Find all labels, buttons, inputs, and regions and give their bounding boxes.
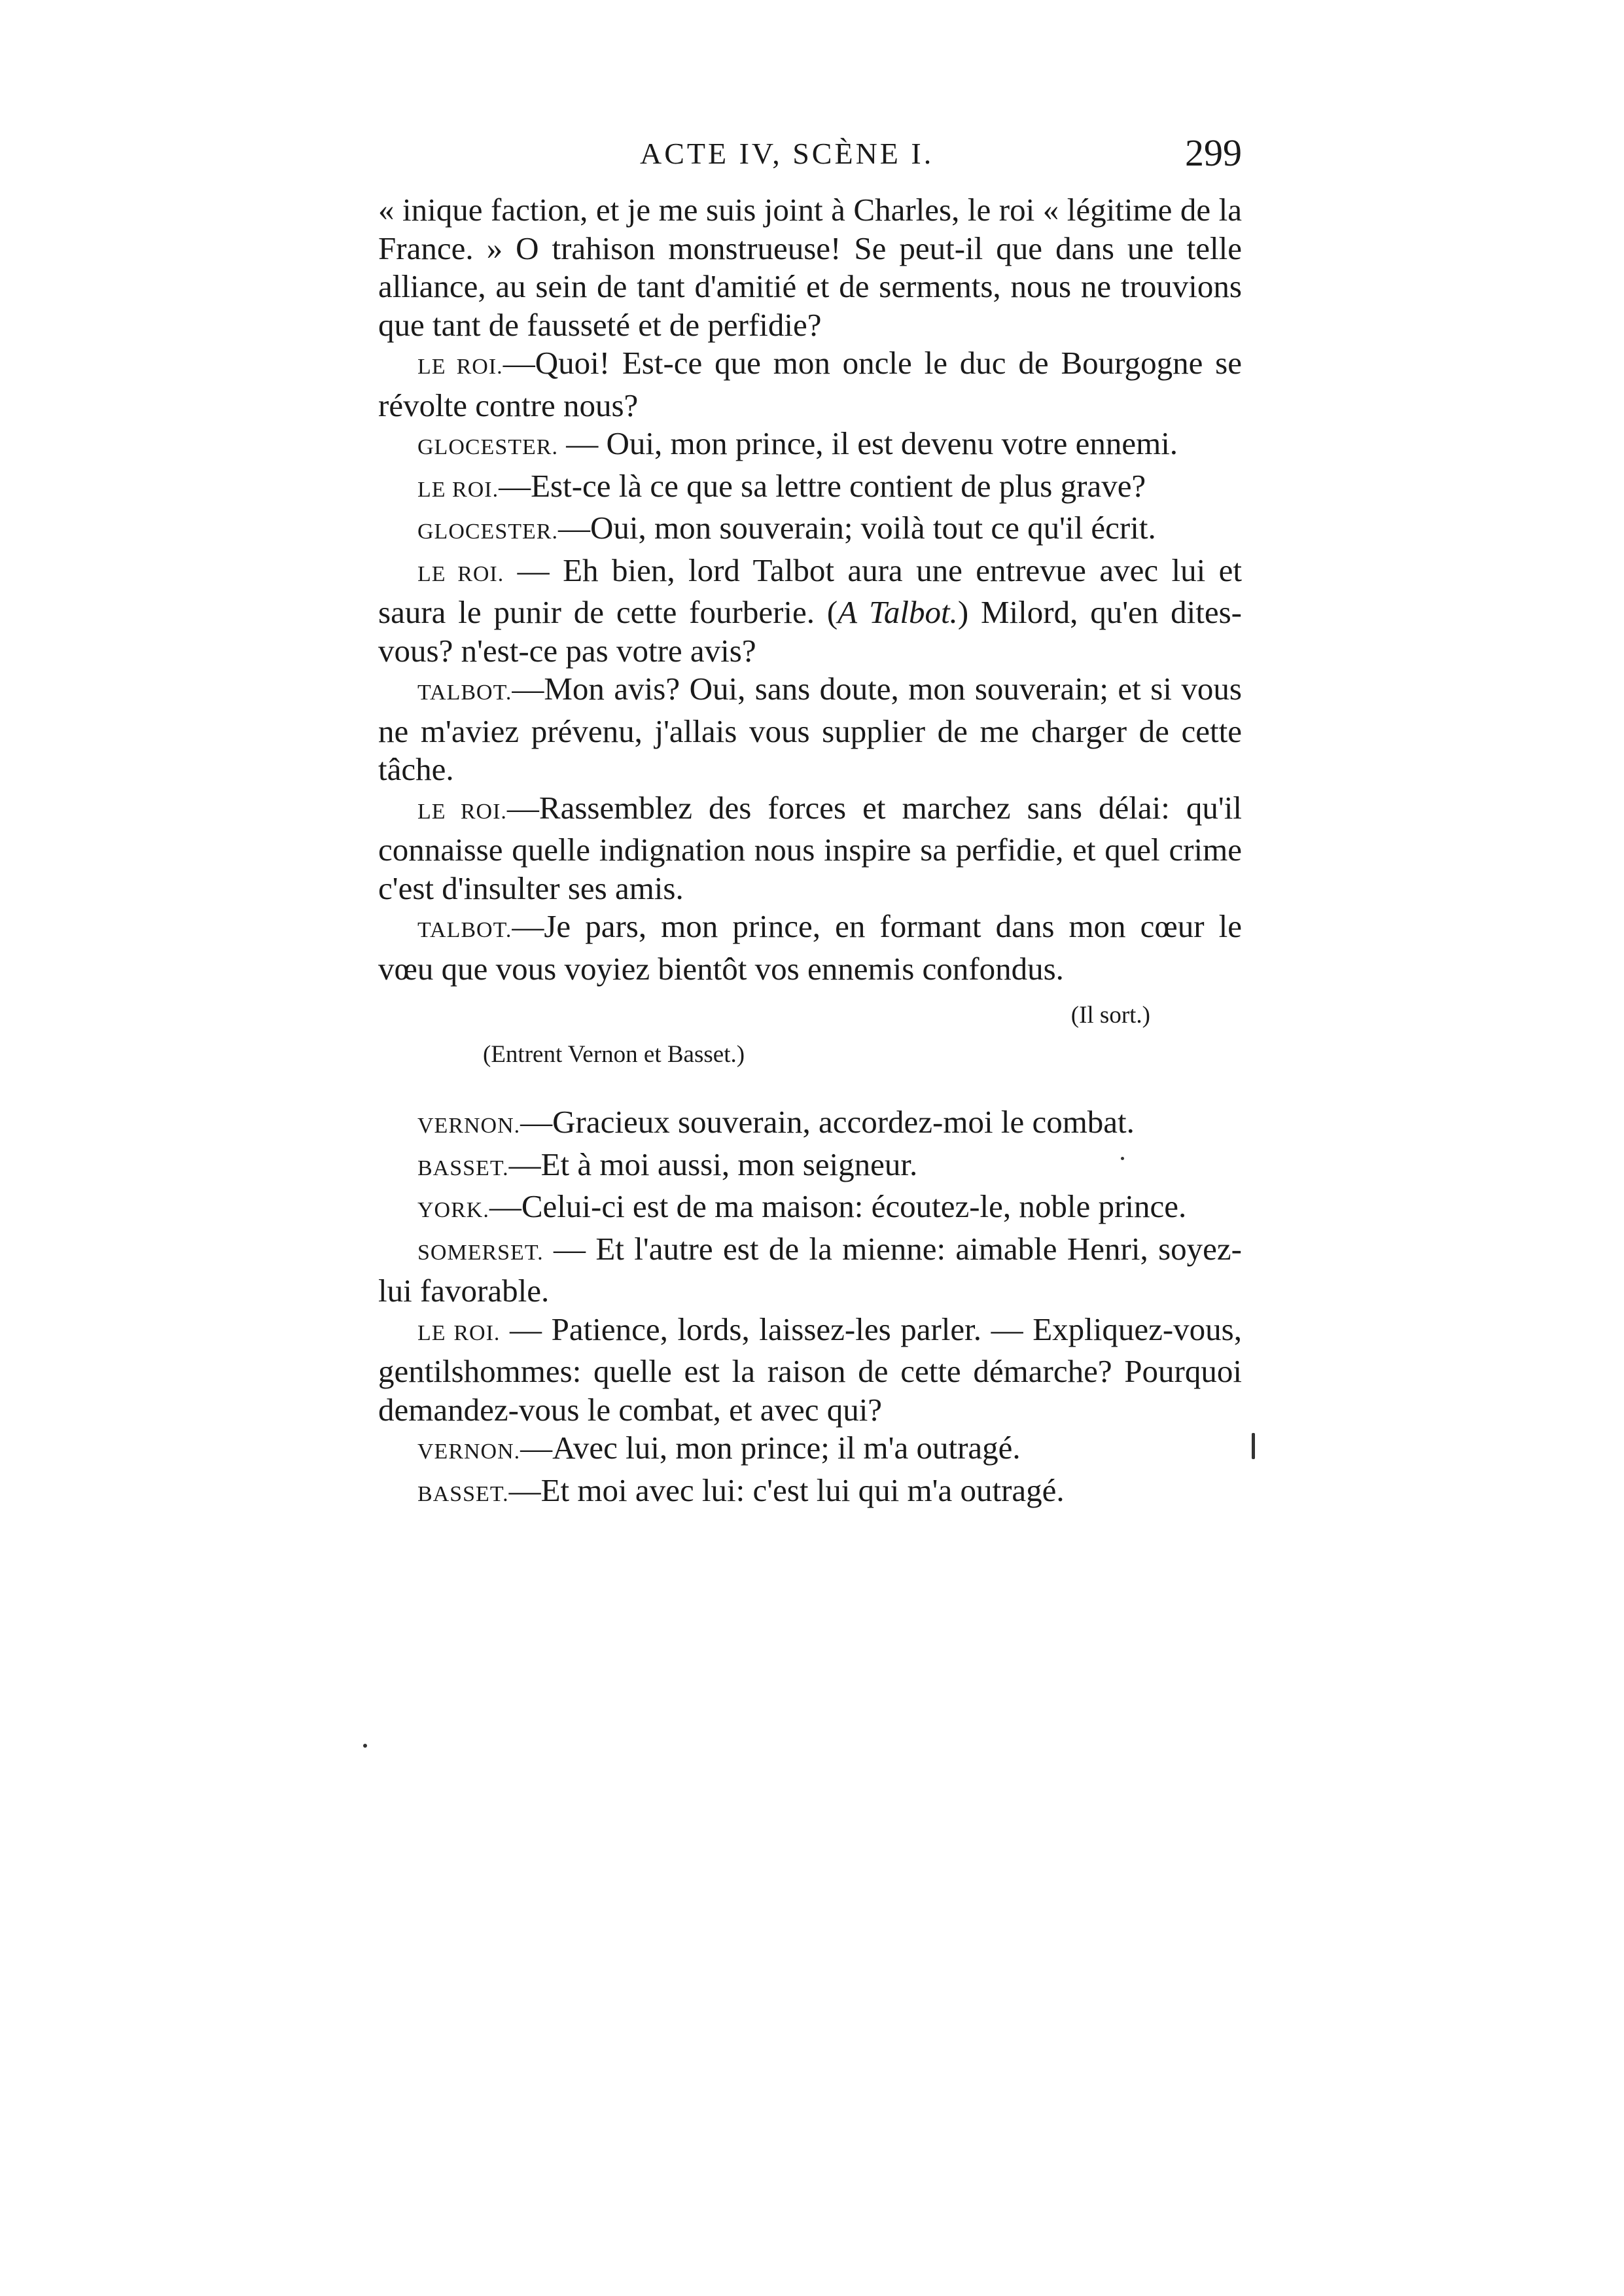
speaker-name: LE ROI.	[417, 1320, 501, 1345]
dash: —	[543, 1230, 596, 1267]
dash: —	[508, 1146, 541, 1182]
continuation-paragraph: « inique faction, et je me suis joint à Charles, le roi « légitime de la France. » O trahison monstrueuse! Se peut-il que dans une telle alliance, au sein de tant d'amitié et de serments, nous ne trouvions que tant de fausseté et de perfidie?	[378, 192, 1242, 343]
speech	[378, 789, 1242, 908]
speaker-name: TALBOT.	[417, 680, 512, 705]
speaker-name: BASSET.	[417, 1481, 509, 1506]
speech-text: Eh bien, lord Talbot aura une entrevue avec lui et saura le punir de cette fourberie. (	[378, 552, 1243, 630]
dash: —	[504, 552, 563, 588]
speech	[378, 344, 1242, 425]
speech	[378, 1146, 1242, 1188]
speech	[378, 1311, 1242, 1430]
speaker-name: LE ROI.	[417, 477, 499, 502]
speaker-name: VERNON.	[417, 1114, 521, 1138]
speech-text: Celui-ci est de ma maison: écoutez-le, noble prince.	[521, 1188, 1187, 1224]
speaker-name: TALBOT.	[417, 918, 512, 942]
page-header	[378, 132, 1242, 182]
speech-text: Quoi! Est-ce que mon oncle le duc de Bourgogne se révolte contre nous?	[378, 345, 1242, 423]
speech	[378, 908, 1242, 988]
running-head: ACTE IV, SCÈNE I.	[640, 137, 934, 170]
stage-direction-exit: (Il sort.)	[1070, 1002, 1150, 1029]
speaker-name: LE ROI.	[417, 355, 503, 379]
dash: —	[557, 510, 590, 546]
dash: —	[508, 1472, 541, 1508]
ink-speck	[1121, 1157, 1124, 1160]
speaker-name: LE ROI.	[417, 561, 504, 586]
dash: —	[520, 1430, 553, 1466]
speech	[378, 1230, 1242, 1311]
dash: —	[520, 1104, 553, 1140]
speech-text: Je pars, mon prince, en formant dans mon cœur le vœu que vous voyiez bientôt vos ennemis confondus.	[378, 908, 1242, 987]
speech-text: Est-ce là ce que sa lettre contient de plus grave?	[531, 467, 1146, 504]
speaker-name: GLOCESTER.	[417, 520, 558, 544]
dash: —	[499, 467, 531, 504]
dash: —	[557, 425, 607, 461]
speech	[378, 467, 1242, 510]
speech-text: Patience, lords, laissez-les parler. — Expliquez-vous, gentilshommes: quelle est la raison de cette démarche? Pourquoi demandez-vous le combat, et avec qui?	[378, 1311, 1243, 1428]
dash: —	[489, 1188, 521, 1224]
ink-speck	[363, 1744, 367, 1748]
speech-text: Et à moi aussi, mon seigneur.	[540, 1146, 918, 1182]
speech	[378, 670, 1242, 789]
speech-text: Mon avis? Oui, sans doute, mon souverain; et si vous ne m'aviez prévenu, j'allais vous supplier de me charger de cette tâche.	[378, 671, 1242, 787]
speaker-name: YORK.	[417, 1198, 489, 1222]
speech-text: Rassemblez des forces et marchez sans délai: qu'il connaisse quelle indignation nous inspire sa perfidie, et quel crime c'est d'insulter ses amis.	[378, 789, 1242, 906]
speaker-name: BASSET.	[417, 1156, 509, 1180]
speech	[378, 1103, 1242, 1146]
speech-text: Oui, mon souverain; voilà tout ce qu'il écrit.	[590, 510, 1156, 546]
speech	[378, 1472, 1242, 1514]
speech-text: Oui, mon prince, il est devenu votre ennemi.	[606, 425, 1178, 461]
dash: —	[503, 345, 535, 381]
speech	[378, 1429, 1242, 1472]
page-number: 299	[1185, 132, 1242, 174]
speech-text: Et moi avec lui: c'est lui qui m'a outragé.	[540, 1472, 1065, 1508]
speech	[378, 509, 1242, 552]
speech	[378, 1188, 1242, 1230]
speaker-name: LE ROI.	[417, 799, 507, 824]
ink-speck	[1252, 1433, 1255, 1459]
page-body	[378, 191, 1242, 1513]
speaker-name: GLOCESTER.	[417, 435, 558, 459]
speech-text: Et l'autre est de la mienne: aimable Henri, soyez-lui favorable.	[378, 1230, 1242, 1309]
speaker-name: SOMERSET.	[417, 1240, 544, 1265]
stage-direction-enter: (Entrent Vernon et Basset.)	[483, 1041, 745, 1068]
stage-direction-inline: A Talbot.	[838, 594, 958, 630]
speaker-name: VERNON.	[417, 1439, 521, 1464]
speech-text: Gracieux souverain, accordez-moi le combat.	[552, 1104, 1135, 1140]
dash: —	[512, 908, 544, 944]
speech	[378, 425, 1242, 467]
speech	[378, 552, 1242, 671]
speech-text: Avec lui, mon prince; il m'a outragé.	[552, 1430, 1021, 1466]
dash: —	[506, 789, 539, 826]
speech-text: ) Milord, qu'en dites-vous? n'est-ce pas votre avis?	[378, 594, 1243, 669]
dash: —	[500, 1311, 552, 1347]
dash: —	[512, 671, 544, 707]
